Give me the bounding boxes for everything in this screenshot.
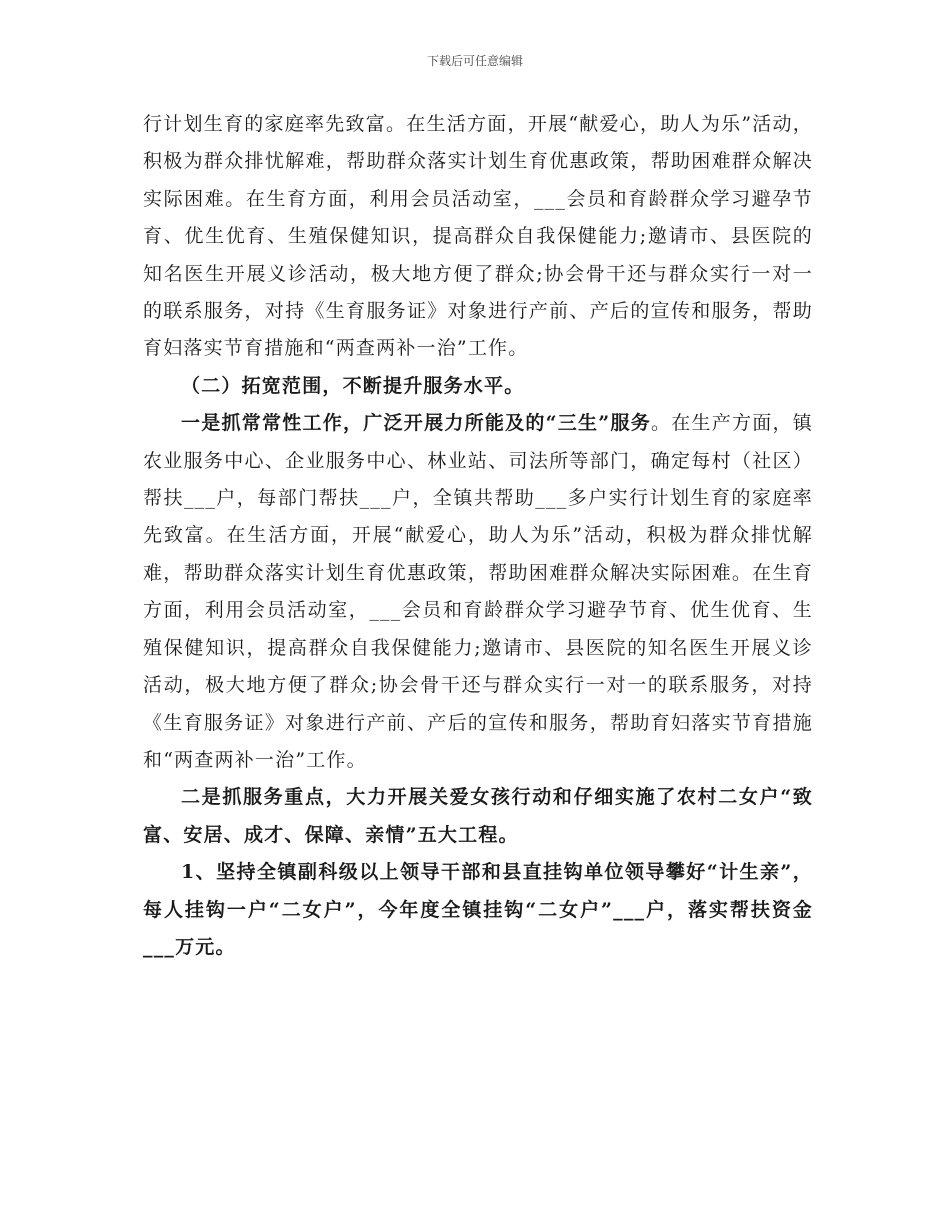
page-header: 下载后可任意编辑 [426, 54, 523, 68]
paragraph-second-item: 二是抓服务重点，大力开展关爱女孩行动和仔细实施了农村二女户“致富、安居、成才、保障、亲情”五大工程。 [143, 786, 813, 846]
paragraph-first-item [143, 405, 813, 779]
paragraph-continuation: 行计划生育的家庭率先致富。在生活方面，开展“献爱心，助人为乐”活动，积极为群众排忧解难，帮助群众落实计划生育优惠政策，帮助困难群众解决实际困难。在生育方面，利用会员活动室，___会员和育龄群众学习避孕节育、优生优育、生殖保健知识，提高群众自我保健能力;邀请市、县医院的知名医生开展义诊活动，极大地方便了群众;协会骨干还与群众实行一对一的联系服务，对持《生育服务证》对象进行产前、产后的宣传和服务，帮助育妇落实节育措施和“两查两补一治”工作。 [143, 113, 813, 360]
document-body [143, 106, 813, 966]
paragraph-lead: 一是抓常常性工作，广泛开展力所能及的“三生”服务 [181, 412, 651, 435]
section-heading: （二）拓宽范围，不断提升服务水平。 [181, 374, 525, 397]
paragraph-body: 。在生产方面，镇农业服务中心、企业服务中心、林业站、司法所等部门，确定每村（社区）帮扶___户，每部门帮扶___户，全镇共帮助___多户实行计划生育的家庭率先致富。在生活方面，开展“献爱心，助人为乐”活动，积极为群众排忧解难，帮助群众落实计划生育优惠政策，帮助困难群众解决实际困难。在生育方面，利用会员活动室，___会员和育龄群众学习避孕节育、优生优育、生殖保健知识，提高群众自我保健能力;邀请市、县医院的知名医生开展义诊活动，极大地方便了群众;协会骨干还与群众实行一对一的联系服务，对持《生育服务证》对象进行产前、产后的宣传和服务，帮助育妇落实节育措施和“两查两补一治”工作。 [143, 412, 813, 771]
paragraph-numbered-item: 1、坚持全镇副科级以上领导干部和县直挂钩单位领导攀好“计生亲”，每人挂钩一户“二女户”，今年度全镇挂钩“二女户”___户，落实帮扶资金___万元。 [143, 861, 813, 958]
